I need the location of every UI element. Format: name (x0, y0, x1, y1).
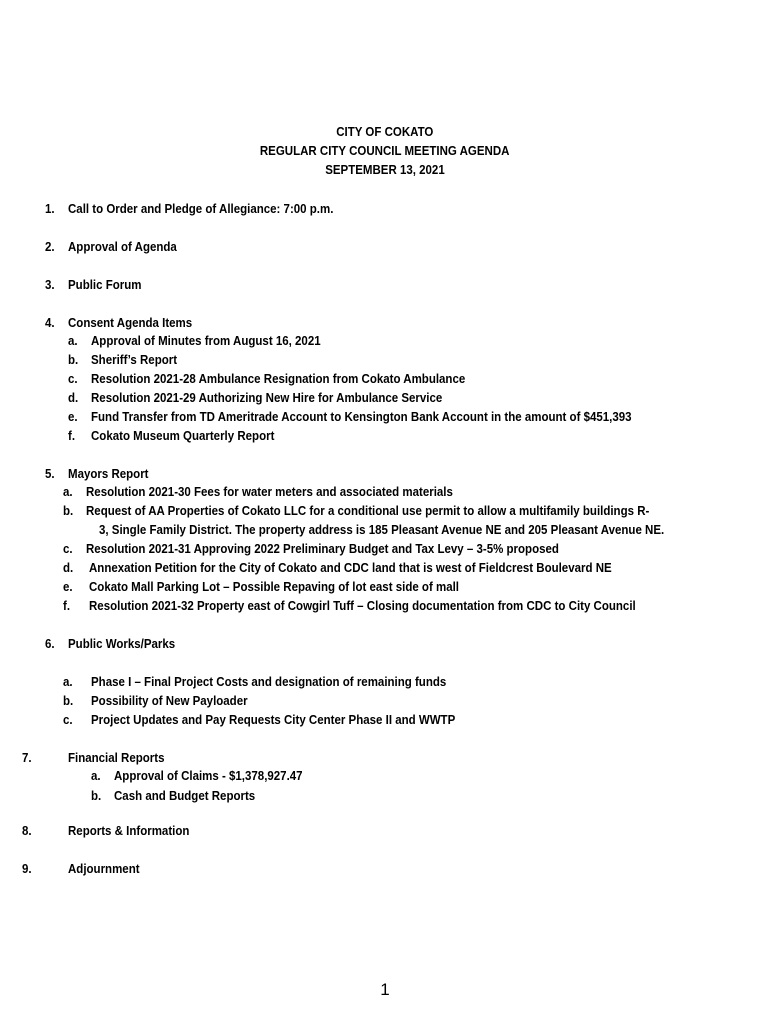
sub-item-text: Approval of Minutes from August 16, 2021 (91, 334, 321, 348)
sub-item-letter: d. (63, 561, 74, 575)
item-number: 6. (45, 637, 55, 651)
item-text: Financial Reports (68, 751, 165, 765)
item-number: 4. (45, 316, 55, 330)
sub-item-text: Resolution 2021-29 Authorizing New Hire for Ambulance Service (91, 391, 443, 405)
meeting-date: SEPTEMBER 13, 2021 (325, 163, 445, 177)
item-text: Call to Order and Pledge of Allegiance: 7:00 p.m. (68, 202, 334, 216)
sub-item-text: Sheriff’s Report (91, 353, 178, 367)
item-text: Reports & Information (68, 824, 190, 838)
item-number: 3. (45, 278, 55, 292)
item-text: Approval of Agenda (68, 240, 177, 254)
sub-item-letter: d. (68, 391, 79, 405)
meeting-title: REGULAR CITY COUNCIL MEETING AGENDA (260, 144, 510, 158)
sub-item-letter: f. (63, 599, 71, 613)
item-text: Consent Agenda Items (68, 316, 193, 330)
sub-item-letter: a. (63, 675, 73, 689)
sub-item-text: Request of AA Properties of Cokato LLC for a conditional use permit to allow a multifamily buildings R- (86, 504, 650, 518)
page-number: 1 (380, 980, 390, 999)
sub-item-text: Possibility of New Payloader (91, 694, 248, 708)
sub-item-letter: a. (68, 334, 78, 348)
sub-item-text: Resolution 2021-30 Fees for water meters and associated materials (86, 485, 453, 499)
sub-item-letter: b. (63, 694, 74, 708)
sub-item-text: Cokato Mall Parking Lot – Possible Repaving of lot east side of mall (89, 580, 459, 594)
sub-item-text: Resolution 2021-31 Approving 2022 Preliminary Budget and Tax Levy – 3-5% proposed (86, 542, 559, 556)
sub-item-letter: e. (63, 580, 73, 594)
sub-item-text: Resolution 2021-28 Ambulance Resignation from Cokato Ambulance (91, 372, 466, 386)
item-text: Mayors Report (68, 467, 149, 481)
sub-item-letter: c. (63, 542, 73, 556)
sub-item-letter: a. (63, 485, 73, 499)
sub-item-letter: c. (63, 713, 73, 727)
sub-item-text-continued: 3, Single Family District. The property address is 185 Pleasant Avenue NE and 205 Pleasant Avenue NE. (99, 523, 665, 537)
city-name: CITY OF COKATO (336, 125, 434, 139)
item-number: 7. (22, 751, 32, 765)
sub-item-letter: a. (91, 769, 101, 783)
sub-item-text: Project Updates and Pay Requests City Center Phase II and WWTP (91, 713, 456, 727)
sub-item-letter: b. (68, 353, 79, 367)
item-number: 8. (22, 824, 32, 838)
sub-item-text: Annexation Petition for the City of Cokato and CDC land that is west of Fieldcrest Boulevard NE (89, 561, 612, 575)
sub-item-letter: b. (63, 504, 74, 518)
sub-item-text: Fund Transfer from TD Ameritrade Account to Kensington Bank Account in the amount of $451,393 (91, 410, 632, 424)
sub-item-letter: b. (91, 789, 102, 803)
sub-item-text: Resolution 2021-32 Property east of Cowgirl Tuff – Closing documentation from CDC to City Council (89, 599, 636, 613)
item-text: Public Forum (68, 278, 142, 292)
item-number: 2. (45, 240, 55, 254)
sub-item-text: Cash and Budget Reports (114, 789, 256, 803)
item-number: 9. (22, 862, 32, 876)
sub-item-letter: f. (68, 429, 76, 443)
sub-item-text: Cokato Museum Quarterly Report (91, 429, 275, 443)
item-text: Public Works/Parks (68, 637, 176, 651)
sub-item-letter: c. (68, 372, 78, 386)
sub-item-letter: e. (68, 410, 78, 424)
item-number: 1. (45, 202, 55, 216)
item-text: Adjournment (68, 862, 140, 876)
sub-item-text: Phase I – Final Project Costs and designation of remaining funds (91, 675, 447, 689)
item-number: 5. (45, 467, 55, 481)
sub-item-text: Approval of Claims - $1,378,927.47 (114, 769, 303, 783)
